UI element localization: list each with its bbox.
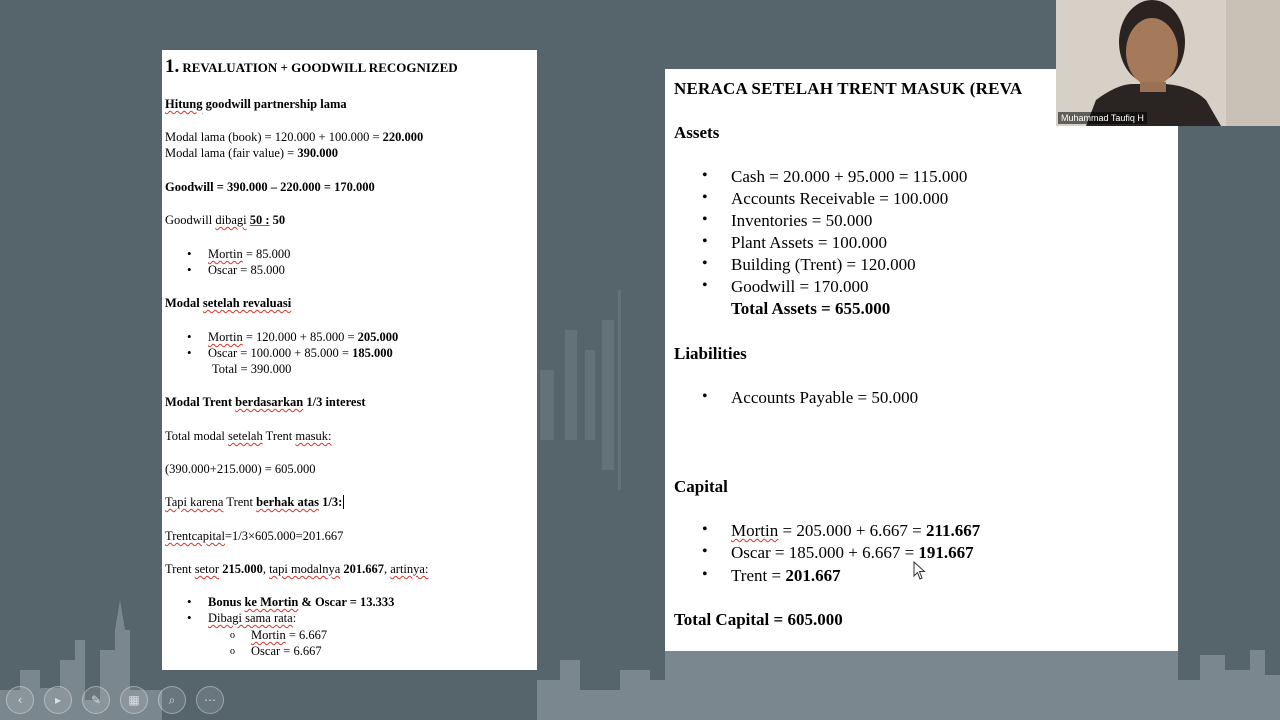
bullet-dot: •	[702, 543, 708, 560]
pen-icon[interactable]: ✎	[82, 686, 110, 714]
modal-book-line: Modal lama (book) = 120.000 + 100.000 = 220.000	[165, 130, 424, 144]
rev-mortin: Mortin = 120.000 + 85.000 = 205.000	[208, 330, 399, 344]
bullet-dot: •	[187, 246, 192, 261]
section-number: 1.	[165, 56, 180, 77]
asset-item: Cash = 20.000 + 95.000 = 115.000	[731, 167, 968, 186]
liabilities-heading: Liabilities	[674, 344, 747, 363]
bullet-dot: •	[187, 345, 192, 360]
participant-avatar	[1056, 0, 1280, 126]
bullet-dot: •	[702, 388, 708, 405]
bullet-dot: •	[187, 594, 192, 609]
modal-fair-line: Modal lama (fair value) = 390.000	[165, 146, 338, 160]
gw-oscar: Oscar = 85.000	[208, 263, 285, 277]
liability-item: Accounts Payable = 50.000	[731, 388, 919, 407]
play-icon[interactable]: ▸	[44, 686, 72, 714]
goodwill-partnership-heading: Hitung goodwill partnership lama	[165, 97, 347, 111]
bullet-dot: •	[187, 610, 192, 625]
setor-line: Trent setor 215.000, tapi modalnya 201.667, artinya:	[165, 562, 429, 576]
circle-bullet: o	[230, 630, 235, 641]
bullet-dot: •	[702, 255, 708, 272]
more-icon[interactable]: ⋯	[196, 686, 224, 714]
bonus-line: Bonus ke Mortin & Oscar = 13.333	[208, 595, 395, 609]
capital-mortin: Mortin = 205.000 + 6.667 = 211.667	[731, 521, 981, 540]
capital-oscar: Oscar = 185.000 + 6.667 = 191.667	[731, 543, 974, 562]
participant-name-label: Muhammad Taufiq H	[1058, 112, 1147, 124]
modal-revaluasi-heading: Modal setelah revaluasi	[165, 296, 292, 310]
total-assets: Total Assets = 655.000	[731, 299, 891, 318]
asset-item: Accounts Receivable = 100.000	[731, 189, 949, 208]
capital-heading: Capital	[674, 477, 728, 496]
bullet-dot: •	[702, 167, 708, 184]
total-capital: Total Capital = 605.000	[674, 610, 843, 629]
zoom-icon[interactable]: ⌕	[158, 686, 186, 714]
bullet-dot: •	[702, 189, 708, 206]
section-heading	[165, 56, 458, 77]
asset-item: Building (Trent) = 120.000	[731, 255, 916, 274]
gw-mortin: Mortin = 85.000	[208, 247, 291, 261]
bullet-dot: •	[702, 233, 708, 250]
prev-icon[interactable]: ‹	[6, 686, 34, 714]
circle-bullet: o	[230, 646, 235, 657]
total-modal-line: Total modal setelah Trent masuk:	[165, 429, 332, 443]
slides-icon[interactable]: ▦	[120, 686, 148, 714]
tapi-line: Tapi karena Trent berhak atas 1/3:	[165, 495, 343, 509]
participant-video-tile[interactable]	[1056, 0, 1280, 126]
rev-total: Total = 390.000	[212, 362, 292, 376]
goodwill-split-line: Goodwill dibagi 50 : 50	[165, 213, 286, 227]
trentcapital-line: Trentcapital=1/3×605.000=201.667	[165, 529, 344, 543]
assets-heading: Assets	[674, 123, 720, 142]
capital-trent: Trent = 201.667	[731, 566, 841, 585]
bullet-dot: •	[187, 262, 192, 277]
bullet-dot: •	[702, 521, 708, 538]
goodwill-line: Goodwill = 390.000 – 220.000 = 170.000	[165, 180, 375, 194]
section-title: REVALUATION + GOODWILL RECOGNIZED	[182, 60, 458, 75]
rev-oscar: Oscar = 100.000 + 85.000 = 185.000	[208, 346, 393, 360]
dibagi-line: Dibagi sama rata:	[208, 611, 297, 625]
left-document-page	[162, 50, 537, 670]
bullet-dot: •	[187, 329, 192, 344]
asset-item: Inventories = 50.000	[731, 211, 873, 230]
bullet-dot: •	[702, 566, 708, 583]
asset-item: Goodwill = 170.000	[731, 277, 869, 296]
modal-trent-heading: Modal Trent berdasarkan 1/3 interest	[165, 395, 366, 409]
bullet-dot: •	[702, 277, 708, 294]
sub-mortin: Mortin = 6.667	[251, 628, 328, 642]
sub-oscar: Oscar = 6.667	[251, 644, 322, 658]
asset-item: Plant Assets = 100.000	[731, 233, 887, 252]
balance-sheet-title: NERACA SETELAH TRENT MASUK (REVA	[674, 79, 1023, 98]
calc-line: (390.000+215.000) = 605.000	[165, 462, 316, 476]
bullet-dot: •	[702, 211, 708, 228]
mouse-cursor-icon	[913, 561, 927, 581]
